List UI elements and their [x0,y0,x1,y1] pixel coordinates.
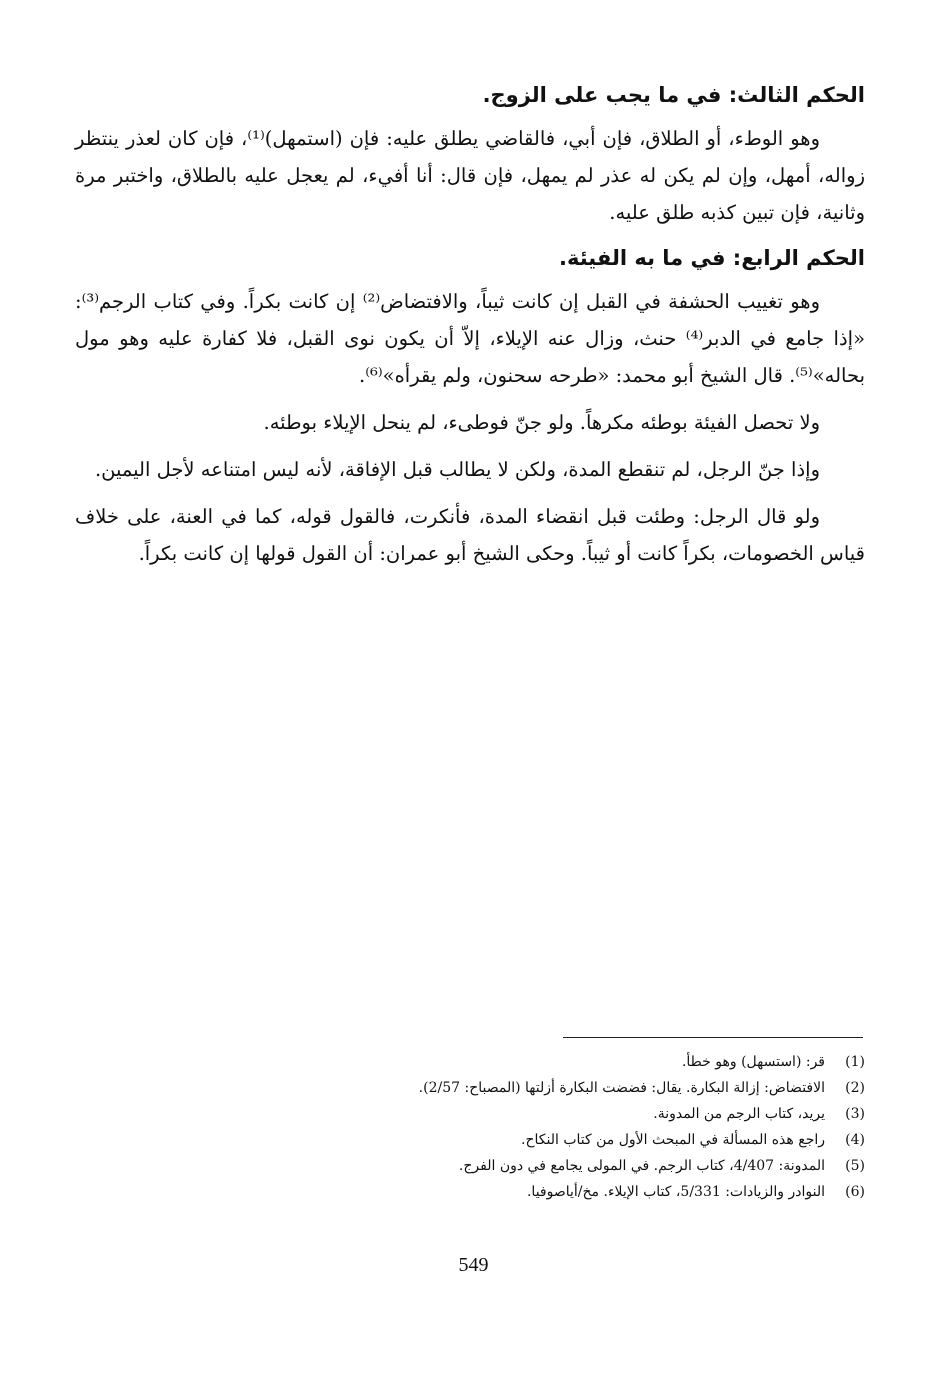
paragraph: وهو الوطء، أو الطلاق، فإن أبي، فالقاضي يطلق عليه: فإن (استمهل)⁽¹⁾، فإن كان لعذر ينتظر زواله، أمهل، وإن لم يكن له عذر لم يمهل، فإن قال: أنا أفيء، لم يعجل عليه بالطلاق، واختبر مرة وثانية، فإن تبين كذبه طلق عليه. [75,127,865,224]
section-heading: الحكم الرابع: في ما به الفيئة. [559,246,865,270]
paragraph: ولا تحصل الفيئة بوطئه مكرهاً. ولو جنّ فوطىء، لم ينحل الإيلاء بوطئه. [263,411,820,434]
footnote-number: (5) [845,1158,865,1174]
footnote [150,1180,865,1204]
footnote [150,1128,865,1152]
footnote-number: (1) [845,1054,865,1070]
footnote-number: (4) [845,1132,865,1148]
page-number: 549 [458,1254,489,1276]
footnote-number: (3) [845,1106,865,1122]
footnote [150,1154,865,1178]
section-3 [75,78,865,231]
footnote-number: (6) [845,1184,865,1200]
footnote-divider [563,1037,863,1038]
footnote-text: المدونة: 4/407، كتاب الرجم. في المولى يجامع في دون الفرج. [458,1158,825,1174]
footnote-text: يريد، كتاب الرجم من المدونة. [653,1106,825,1122]
paragraph: ولو قال الرجل: وطئت قبل انقضاء المدة، فأنكرت، فالقول قوله، كما في العنة، على خلاف قياس الخصومات، بكراً كانت أو ثيباً. وحكى الشيخ أبو عمران: أن القول قولها إن كانت بكراً. [75,505,865,565]
paragraph: وهو تغييب الحشفة في القبل إن كانت ثيباً، والافتضاض⁽²⁾ إن كانت بكراً. وفي كتاب الرجم⁽³⁾: «إذا جامع في الدبر⁽⁴⁾ حنث، وزال عنه الإيلاء، إلاّ أن يكون نوى القبل، فلا كفارة عليه وهو مول بحاله»⁽⁵⁾. قال الشيخ أبو محمد: «طرحه سحنون، ولم يقرأه»⁽⁶⁾. [75,290,865,387]
page-body [75,78,865,582]
footnote-text: راجع هذه المسألة في المبحث الأول من كتاب النكاح. [521,1132,825,1148]
section-heading: الحكم الثالث: في ما يجب على الزوج. [482,83,865,107]
footnote-text: قر: (استسهل) وهو خطأ. [681,1054,825,1070]
paragraph: وإذا جنّ الرجل، لم تنقطع المدة، ولكن لا يطالب قبل الإفاقة، لأنه ليس امتناعه لأجل اليمين. [94,458,820,481]
footnote [150,1076,865,1100]
footnote [150,1102,865,1126]
section-4 [75,241,865,572]
footnote [150,1050,865,1074]
footnote-text: النوادر والزيادات: 5/331، كتاب الإيلاء. مخ/أياصوفيا. [526,1184,825,1200]
footnotes [150,1050,865,1206]
footnote-text: الافتضاض: إزالة البكارة. يقال: فضضت البكارة أزلتها (المصباح: 2/57). [418,1080,825,1096]
footnote-number: (2) [845,1080,865,1096]
